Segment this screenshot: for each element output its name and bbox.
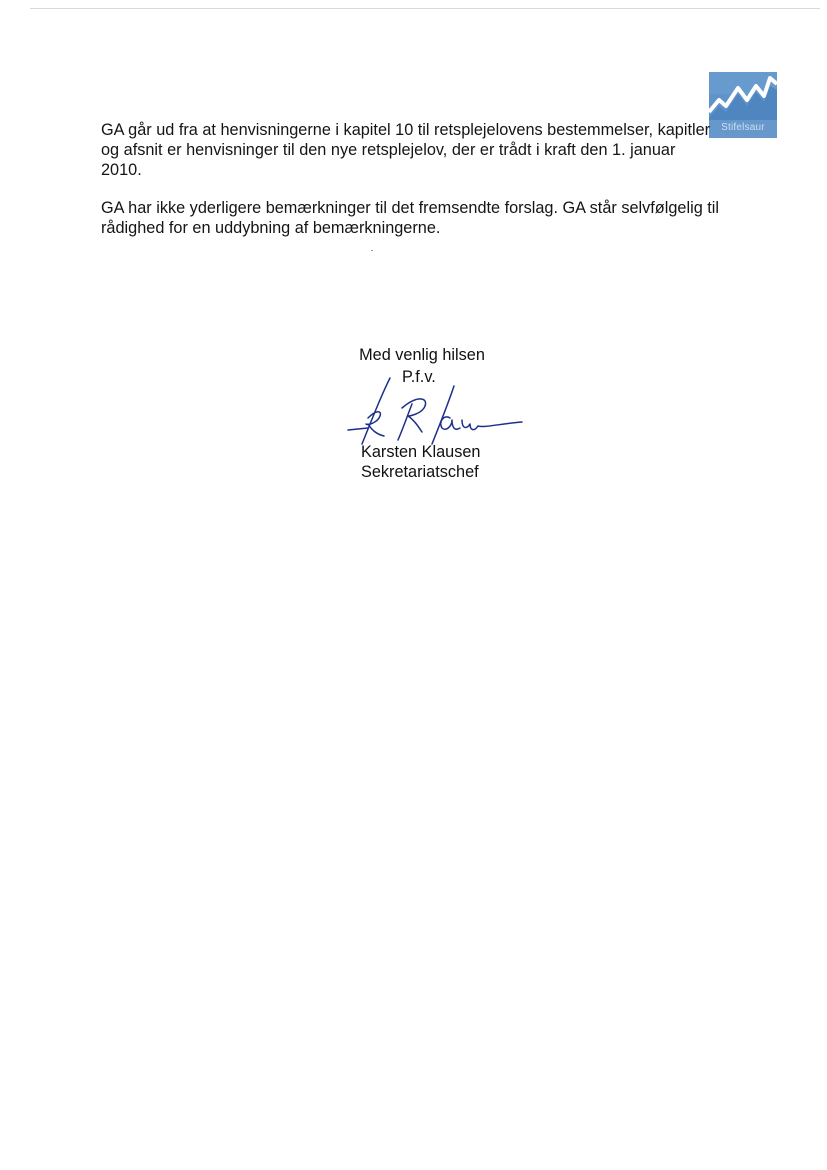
scan-edge-line — [30, 8, 820, 9]
closing-block — [352, 345, 492, 365]
body-paragraph-2: GA har ikke yderligere bemærkninger til det fremsendte forslag. GA står selvfølgelig til rådighed for en uddybning af bemærkningerne. — [101, 199, 720, 237]
scan-speck — [371, 250, 373, 251]
closing-greeting: Med venlig hilsen — [359, 346, 485, 364]
on-behalf-abbreviation: P.f.v. — [402, 368, 436, 386]
body-paragraph-1: GA går ud fra at henvisningerne i kapitel 10 til retsplejelovens bestemmelser, kapitler og afsnit er henvisninger til den nye retsplejelov, der er trådt i kraft den 1. januar 2010. — [101, 121, 711, 179]
organization-logo — [709, 72, 777, 138]
signer-name: Karsten Klausen — [361, 443, 481, 461]
logo-text: Stifelsaur — [721, 122, 765, 133]
signer-title: Sekretariatschef — [361, 463, 479, 481]
